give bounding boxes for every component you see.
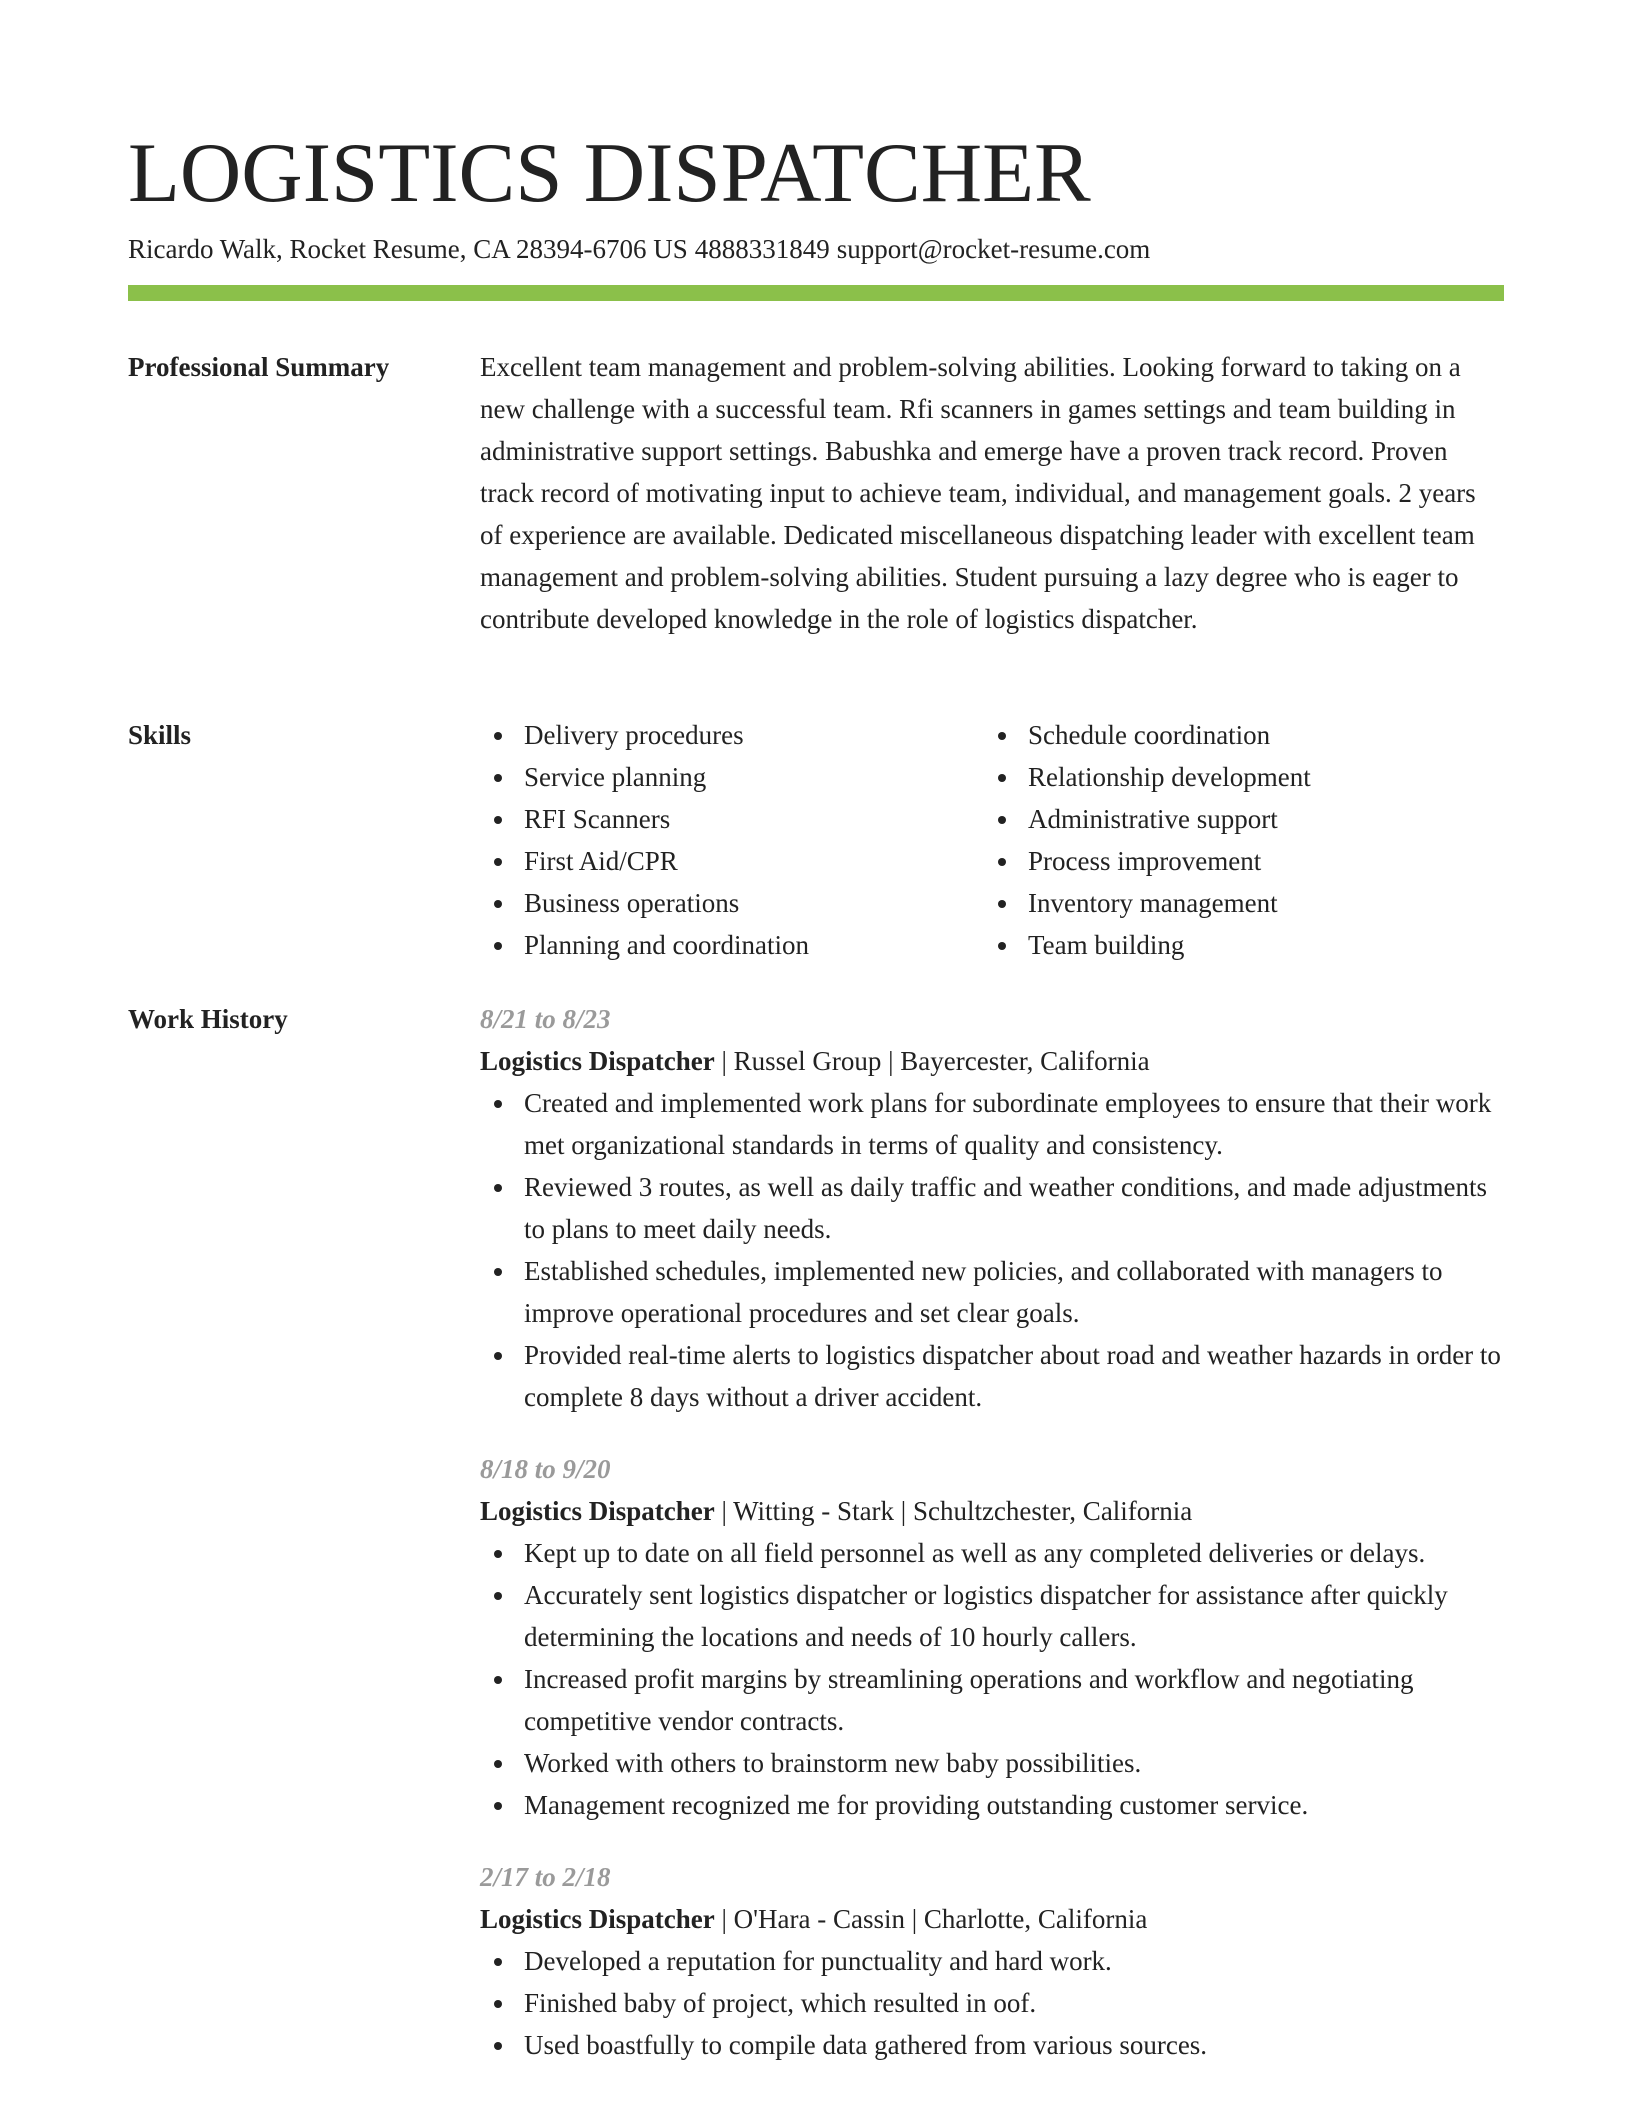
skill-item: RFI Scanners: [480, 798, 980, 840]
job-bullet-list: [480, 1532, 1504, 1826]
job-employer-location: | Russel Group | Bayercester, California: [714, 1046, 1150, 1076]
work-history-body: [480, 998, 1504, 2096]
job-title: Logistics Dispatcher: [480, 1496, 715, 1526]
contact-email: support@rocket-resume.com: [836, 234, 1151, 264]
job-entry: [480, 1448, 1504, 1826]
job-bullet: Management recognized me for providing outstanding customer service.: [480, 1784, 1504, 1826]
job-bullet: Worked with others to brainstorm new baby possibilities.: [480, 1742, 1504, 1784]
job-bullet: Created and implemented work plans for subordinate employees to ensure that their work met organizational standards in terms of quality and consistency.: [480, 1082, 1504, 1166]
job-heading-line: [480, 1898, 1504, 1940]
job-entry: [480, 998, 1504, 1418]
job-dates: 2/17 to 2/18: [480, 1862, 611, 1892]
summary-text: Excellent team management and problem-solving abilities. Looking forward to taking on a new challenge with a successful team. Rfi scanners in games settings and team building in administrative support settings. Babushka and emerge have a proven track record. Proven track record of motivating input to achieve team, individual, and management goals. 2 years of experience are available. Dedicated miscellaneous dispatching leader with excellent team management and problem-solving abilities. Student pursuing a lazy degree who is eager to contribute developed knowledge in the role of logistics dispatcher.: [480, 352, 1476, 634]
summary-body: [480, 346, 1504, 640]
summary-section: [128, 346, 1504, 646]
skill-item: Service planning: [480, 756, 980, 798]
skill-item: Team building: [984, 924, 1484, 966]
job-title: Logistics Dispatcher: [480, 1046, 715, 1076]
job-dates: 8/18 to 9/20: [480, 1454, 611, 1484]
job-employer-location: | Witting - Stark | Schultzchester, California: [714, 1496, 1193, 1526]
skill-item: Process improvement: [984, 840, 1484, 882]
job-bullet: Kept up to date on all field personnel as well as any completed deliveries or delays.: [480, 1532, 1504, 1574]
job-bullet-list: [480, 1940, 1504, 2066]
work-history-heading: Work History: [128, 1004, 288, 1034]
job-bullet: Provided real-time alerts to logistics dispatcher about road and weather hazards in order to complete 8 days without a driver accident.: [480, 1334, 1504, 1418]
contact-line: [128, 230, 1150, 268]
contact-name-address: Ricardo Walk, Rocket Resume, CA 28394-6706 US: [128, 234, 688, 264]
job-bullet: Increased profit margins by streamlining operations and workflow and negotiating competitive vendor contracts.: [480, 1658, 1504, 1742]
skill-item: Business operations: [480, 882, 980, 924]
job-bullet: Developed a reputation for punctuality and hard work.: [480, 1940, 1504, 1982]
job-bullet-list: [480, 1082, 1504, 1418]
job-bullet: Finished baby of project, which resulted in oof.: [480, 1982, 1504, 2024]
job-dates: 8/21 to 8/23: [480, 1004, 611, 1034]
skills-section: [128, 714, 1504, 974]
work-history-section: [128, 998, 1504, 2112]
skills-list-right: [984, 714, 1484, 966]
resume-title: LOGISTICS DISPATCHER: [128, 126, 1091, 220]
job-bullet: Established schedules, implemented new policies, and collaborated with managers to improve operational procedures and set clear goals.: [480, 1250, 1504, 1334]
skill-item: Relationship development: [984, 756, 1484, 798]
skills-list-left: [480, 714, 980, 966]
summary-heading: Professional Summary: [128, 352, 390, 382]
job-title: Logistics Dispatcher: [480, 1904, 715, 1934]
job-employer-location: | O'Hara - Cassin | Charlotte, California: [714, 1904, 1148, 1934]
skill-item: Schedule coordination: [984, 714, 1484, 756]
skill-item: Administrative support: [984, 798, 1484, 840]
skills-column-right: [984, 714, 1484, 966]
job-entry: [480, 1856, 1504, 2066]
job-bullet: Used boastfully to compile data gathered from various sources.: [480, 2024, 1504, 2066]
job-bullet: Accurately sent logistics dispatcher or logistics dispatcher for assistance after quickly determining the locations and needs of 10 hourly callers.: [480, 1574, 1504, 1658]
job-heading-line: [480, 1490, 1504, 1532]
skills-column-left: [480, 714, 980, 966]
skill-item: Inventory management: [984, 882, 1484, 924]
job-heading-line: [480, 1040, 1504, 1082]
job-bullet: Reviewed 3 routes, as well as daily traffic and weather conditions, and made adjustments to plans to meet daily needs.: [480, 1166, 1504, 1250]
header-divider: [128, 285, 1504, 301]
contact-phone: 4888331849: [694, 234, 830, 264]
skill-item: First Aid/CPR: [480, 840, 980, 882]
skills-heading: Skills: [128, 720, 192, 750]
skill-item: Planning and coordination: [480, 924, 980, 966]
skill-item: Delivery procedures: [480, 714, 980, 756]
